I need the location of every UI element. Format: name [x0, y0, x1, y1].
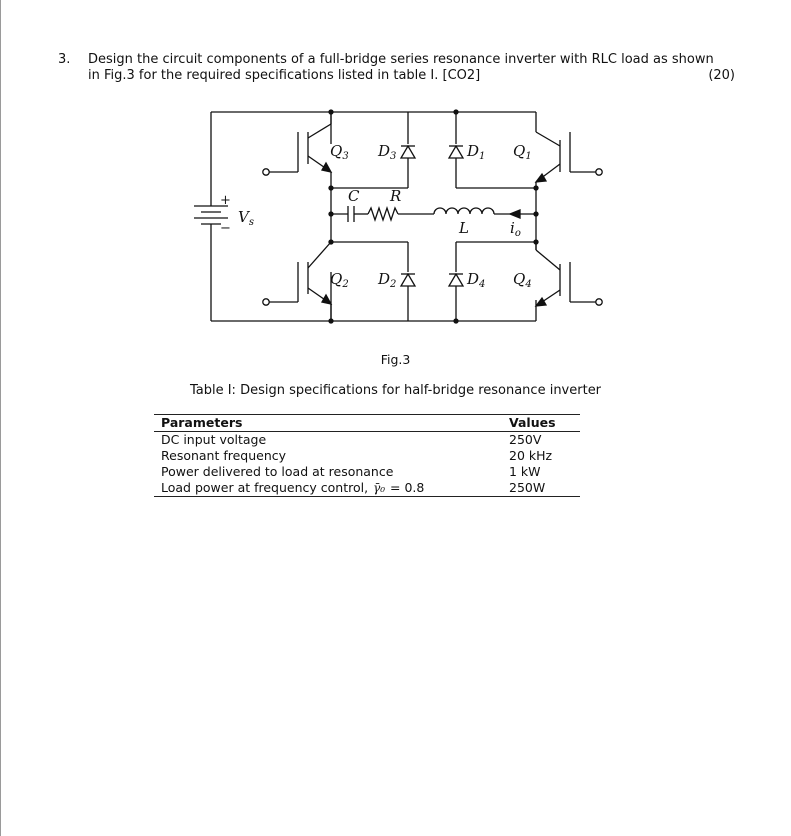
- label-capacitor-c: C: [348, 187, 360, 205]
- label-d1: $D_1$: [467, 142, 486, 162]
- label-d3: $D_3$: [378, 142, 397, 162]
- transistor-q4: [536, 250, 602, 306]
- figure-caption: Fig.3: [380, 352, 411, 367]
- label-q2: $Q_2$: [330, 270, 349, 290]
- value-dc-input-voltage: 250V: [509, 432, 542, 447]
- table-header-row: [154, 415, 580, 431]
- header-parameters: Parameters: [161, 415, 243, 430]
- page-left-border: [0, 0, 1, 836]
- table-row: [154, 448, 580, 464]
- param-power-at-resonance: Power delivered to load at resonance: [161, 464, 394, 479]
- table-row: [154, 480, 580, 496]
- transistor-q1: [536, 132, 602, 182]
- table-bottom-rule: [154, 496, 580, 497]
- question-marks: (20): [708, 68, 735, 83]
- table-title: Table I: Design specifications for half-bridge resonance inverter: [189, 383, 602, 398]
- param-resonant-frequency: Resonant frequency: [161, 448, 287, 463]
- gamma-symbol: γ̄₀: [373, 481, 386, 495]
- specifications-table: [154, 414, 580, 497]
- label-d4: $D_4$: [467, 270, 486, 290]
- label-current-io: $i_o$: [510, 219, 521, 239]
- question-text-line-1: Design the circuit components of a full-bridge series resonance inverter with RLC load as shown: [88, 52, 714, 67]
- label-plus: +: [220, 193, 231, 208]
- label-minus: −: [220, 221, 231, 236]
- label-d2: $D_2$: [378, 270, 397, 290]
- value-power-at-resonance: 1 kW: [509, 464, 541, 479]
- transistor-q2: [263, 242, 331, 321]
- param-dc-input-voltage: DC input voltage: [161, 432, 267, 447]
- label-q4: $Q_4$: [513, 270, 532, 290]
- label-q1: $Q_1$: [513, 142, 532, 162]
- rlc-load: [329, 206, 538, 222]
- table-row: [154, 464, 580, 480]
- question-text-line-2: in Fig.3 for the required specifications listed in table I. [CO2]: [88, 68, 481, 83]
- table-row: [154, 432, 580, 448]
- label-inductor-l: L: [459, 219, 469, 237]
- header-values: Values: [509, 415, 556, 430]
- label-source-vs: $V_s$: [238, 208, 254, 228]
- value-resonant-frequency: 20 kHz: [509, 448, 553, 463]
- diode-d3: [331, 112, 415, 188]
- label-q3: $Q_3$: [330, 142, 349, 162]
- dc-source: [194, 112, 228, 321]
- full-bridge-circuit-diagram: [180, 100, 620, 335]
- value-load-power-frequency-control: 250W: [509, 480, 546, 495]
- label-resistor-r: R: [390, 187, 402, 205]
- question-number: 3.: [58, 52, 71, 67]
- param-load-power-frequency-control: Load power at frequency control, γ̄₀ = 0.8: [161, 480, 425, 495]
- transistor-q3: [263, 112, 331, 175]
